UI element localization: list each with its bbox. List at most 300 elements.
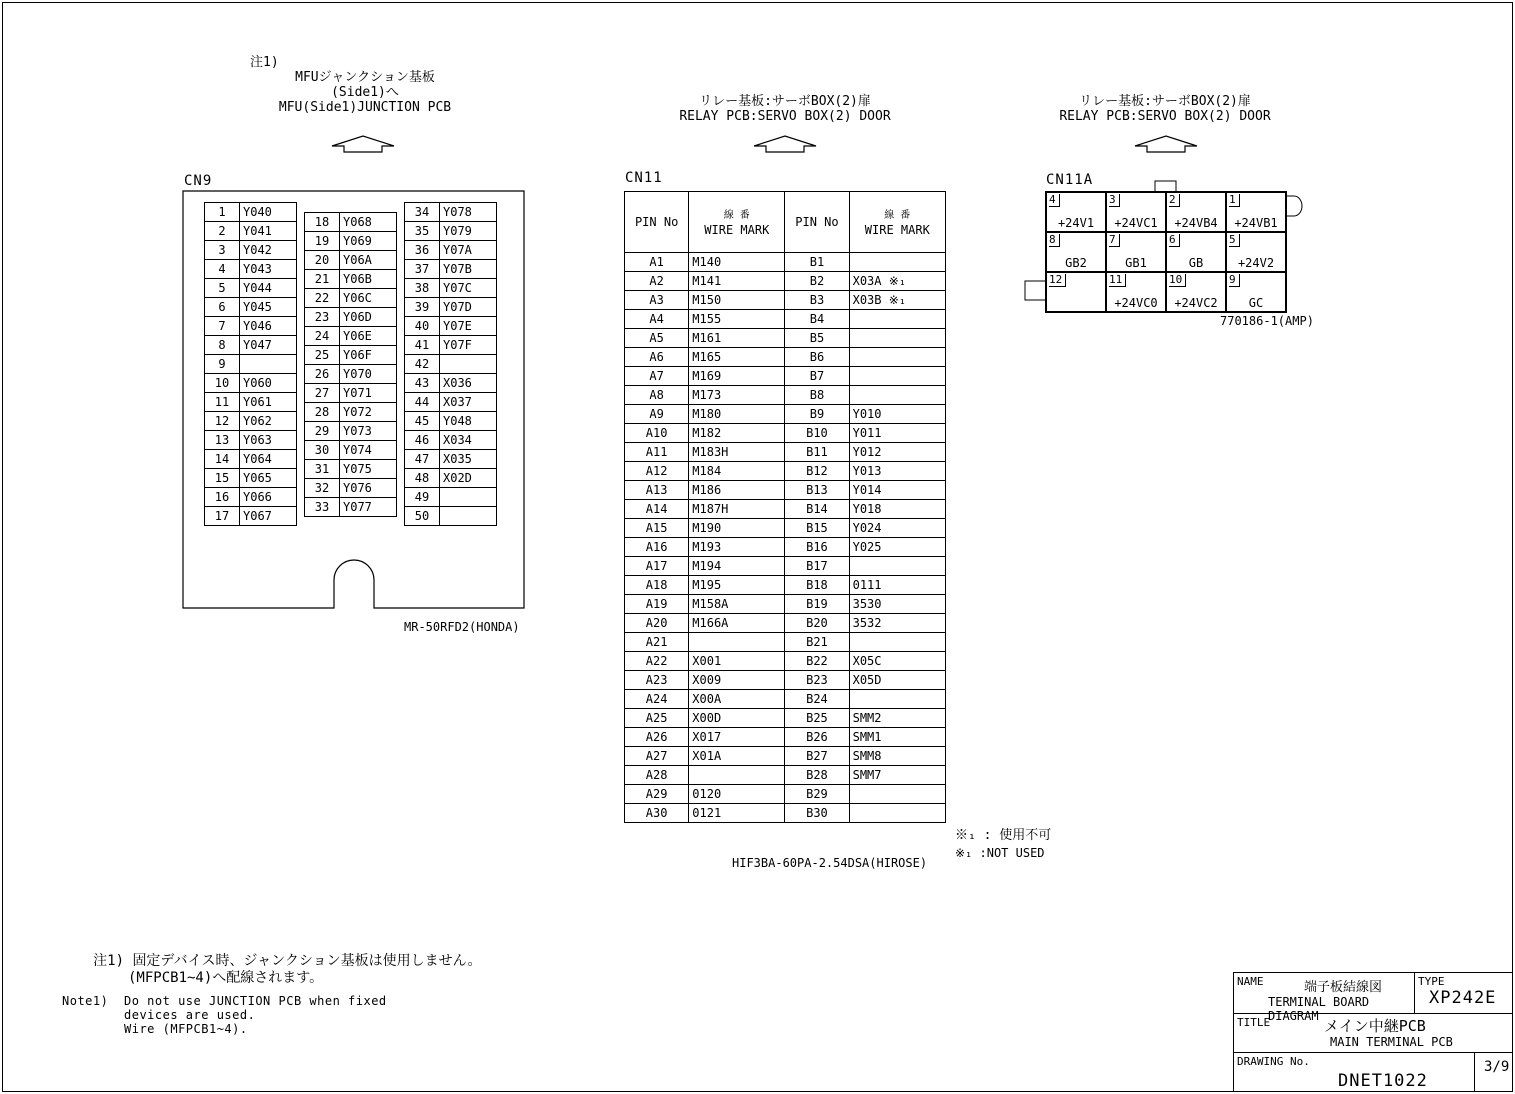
pin-number: 39 bbox=[405, 298, 440, 317]
pin-signal: +24VC2 bbox=[1174, 296, 1218, 310]
wire-a: X009 bbox=[689, 671, 785, 690]
wire-mark: Y07D bbox=[440, 298, 497, 317]
table-row bbox=[625, 253, 946, 272]
table-row bbox=[625, 576, 946, 595]
pin-a: A12 bbox=[625, 462, 689, 481]
bottom-note-en2: devices are used. bbox=[124, 1008, 256, 1022]
wire-a: M193 bbox=[689, 538, 785, 557]
pin-number: 15 bbox=[205, 469, 240, 488]
cn11a-label: CN11A bbox=[1046, 172, 1094, 188]
pin-number: 10 bbox=[1169, 274, 1186, 287]
pin-number: 21 bbox=[305, 270, 340, 289]
table-row bbox=[625, 329, 946, 348]
wire-b: X05C bbox=[849, 652, 945, 671]
pin-number: 45 bbox=[405, 412, 440, 431]
pin-signal: +24VC0 bbox=[1114, 296, 1158, 310]
wire-mark: Y043 bbox=[240, 260, 297, 279]
wire-mark: Y070 bbox=[340, 365, 397, 384]
wire-b bbox=[849, 253, 945, 272]
pin-b: B1 bbox=[785, 253, 849, 272]
pin-row bbox=[205, 374, 297, 393]
wire-mark: X034 bbox=[440, 431, 497, 450]
name-ja: 端子板結線図 bbox=[1304, 980, 1383, 995]
pin-a: A14 bbox=[625, 500, 689, 519]
table-row bbox=[625, 690, 946, 709]
pin-signal: GB1 bbox=[1125, 256, 1147, 270]
wire-b bbox=[849, 329, 945, 348]
wire-mark: Y06B bbox=[340, 270, 397, 289]
title-cell bbox=[1234, 1014, 1512, 1053]
wire-mark: Y063 bbox=[240, 431, 297, 450]
pin-row bbox=[405, 241, 497, 260]
pin-signal: +24VC1 bbox=[1114, 216, 1158, 230]
wire-mark: Y065 bbox=[240, 469, 297, 488]
table-row bbox=[625, 462, 946, 481]
pin-row bbox=[405, 317, 497, 336]
pin-a: A23 bbox=[625, 671, 689, 690]
pin-row bbox=[305, 213, 397, 232]
wire-mark: Y07E bbox=[440, 317, 497, 336]
table-row bbox=[625, 595, 946, 614]
type-cell bbox=[1415, 973, 1512, 1014]
pin-row bbox=[405, 469, 497, 488]
relay-header-1-ja: リレー基板:サーボBOX(2)扉 bbox=[699, 94, 871, 109]
pin-b: B5 bbox=[785, 329, 849, 348]
pin-signal: GB2 bbox=[1065, 256, 1087, 270]
pin-row bbox=[205, 203, 297, 222]
pin-row bbox=[405, 412, 497, 431]
wire-b: Y012 bbox=[849, 443, 945, 462]
pin-b: B8 bbox=[785, 386, 849, 405]
pin-row bbox=[305, 232, 397, 251]
pin-row bbox=[205, 393, 297, 412]
pin-number: 26 bbox=[305, 365, 340, 384]
wire-a: X00D bbox=[689, 709, 785, 728]
wire-mark: Y06F bbox=[340, 346, 397, 365]
wire-mark: Y079 bbox=[440, 222, 497, 241]
pin-number: 14 bbox=[205, 450, 240, 469]
pin-row bbox=[205, 469, 297, 488]
table-row bbox=[625, 310, 946, 329]
pin-row bbox=[305, 308, 397, 327]
pin-number: 7 bbox=[205, 317, 240, 336]
bottom-note-en bbox=[62, 994, 387, 1036]
pin-number: 2 bbox=[205, 222, 240, 241]
wire-mark: Y074 bbox=[340, 441, 397, 460]
pin-b: B10 bbox=[785, 424, 849, 443]
pin-b: B23 bbox=[785, 671, 849, 690]
pin-signal: +24V1 bbox=[1057, 216, 1095, 230]
wire-a: M194 bbox=[689, 557, 785, 576]
pin-b: B28 bbox=[785, 766, 849, 785]
pin-row bbox=[205, 317, 297, 336]
wire-header-b-ja: 線 番 bbox=[884, 209, 911, 221]
pin-b: B4 bbox=[785, 310, 849, 329]
wire-b: SMM2 bbox=[849, 709, 945, 728]
title-en: MAIN TERMINAL PCB bbox=[1330, 1035, 1453, 1049]
wire-b: 0111 bbox=[849, 576, 945, 595]
pin-row bbox=[205, 488, 297, 507]
wire-mark: Y066 bbox=[240, 488, 297, 507]
pin-row bbox=[205, 260, 297, 279]
pin-number: 29 bbox=[305, 422, 340, 441]
wire-mark: Y073 bbox=[340, 422, 397, 441]
wire-a: M186 bbox=[689, 481, 785, 500]
table-row bbox=[625, 291, 946, 310]
wire-b: SMM1 bbox=[849, 728, 945, 747]
mfu-header bbox=[250, 55, 480, 115]
wire-b bbox=[849, 785, 945, 804]
pin-row bbox=[405, 488, 497, 507]
wire-mark: Y068 bbox=[340, 213, 397, 232]
table-row bbox=[625, 804, 946, 823]
pin-b: B17 bbox=[785, 557, 849, 576]
wire-mark: Y076 bbox=[340, 479, 397, 498]
pin-row bbox=[405, 374, 497, 393]
pin-b: B27 bbox=[785, 747, 849, 766]
wire-a: M166A bbox=[689, 614, 785, 633]
pin-number: 2 bbox=[1169, 194, 1180, 207]
relay-header-1-en: RELAY PCB:SERVO BOX(2) DOOR bbox=[679, 109, 891, 124]
pin-number: 22 bbox=[305, 289, 340, 308]
pin-row bbox=[305, 384, 397, 403]
table-row bbox=[625, 386, 946, 405]
pin-number: 6 bbox=[1169, 234, 1180, 247]
drawing-label: DRAWING No. bbox=[1237, 1055, 1310, 1068]
cn11a-latch bbox=[1154, 180, 1178, 192]
wire-mark: Y078 bbox=[440, 203, 497, 222]
pin-number: 37 bbox=[405, 260, 440, 279]
pin-a: A11 bbox=[625, 443, 689, 462]
type-label: TYPE bbox=[1418, 975, 1445, 988]
pin-row bbox=[205, 412, 297, 431]
pin-number: 7 bbox=[1109, 234, 1120, 247]
wire-mark: Y045 bbox=[240, 298, 297, 317]
pin-b: B9 bbox=[785, 405, 849, 424]
type-value: XP242E bbox=[1429, 988, 1497, 1008]
wire-mark: Y06C bbox=[340, 289, 397, 308]
table-row bbox=[625, 367, 946, 386]
pin-number: 11 bbox=[1109, 274, 1126, 287]
pin-a: A25 bbox=[625, 709, 689, 728]
name-label: NAME bbox=[1237, 975, 1264, 988]
cn9-part: MR-50RFD2(HONDA) bbox=[404, 620, 520, 634]
pin-number: 50 bbox=[405, 507, 440, 526]
pin-a: A28 bbox=[625, 766, 689, 785]
pin-number: 20 bbox=[305, 251, 340, 270]
cn11a-pin bbox=[1046, 232, 1106, 272]
table-row bbox=[625, 614, 946, 633]
pin-row bbox=[405, 355, 497, 374]
table-row bbox=[625, 348, 946, 367]
pin-b: B15 bbox=[785, 519, 849, 538]
wire-a: M165 bbox=[689, 348, 785, 367]
table-row bbox=[625, 405, 946, 424]
pin-number: 9 bbox=[1229, 274, 1240, 287]
pin-number: 10 bbox=[205, 374, 240, 393]
wire-a: 0120 bbox=[689, 785, 785, 804]
wire-a bbox=[689, 766, 785, 785]
pin-header-a: PIN No bbox=[625, 192, 689, 253]
pin-row bbox=[405, 298, 497, 317]
pin-a: A8 bbox=[625, 386, 689, 405]
pin-number: 30 bbox=[305, 441, 340, 460]
pin-number: 8 bbox=[205, 336, 240, 355]
pin-row bbox=[305, 460, 397, 479]
pin-row bbox=[205, 222, 297, 241]
pin-number: 11 bbox=[205, 393, 240, 412]
title-label: TITLE bbox=[1237, 1016, 1271, 1029]
pin-number: 1 bbox=[205, 203, 240, 222]
cn11a-pin bbox=[1046, 192, 1106, 232]
pin-header-b: PIN No bbox=[785, 192, 849, 253]
footnote-ja: ※₁ : 使用不可 bbox=[955, 828, 1052, 843]
cn11-table bbox=[624, 191, 946, 823]
pin-b: B16 bbox=[785, 538, 849, 557]
pin-row bbox=[305, 327, 397, 346]
wire-b bbox=[849, 386, 945, 405]
cn9-column-3 bbox=[404, 202, 497, 526]
wire-mark: Y07B bbox=[440, 260, 497, 279]
pin-number: 47 bbox=[405, 450, 440, 469]
pin-b: B20 bbox=[785, 614, 849, 633]
pin-signal: GB bbox=[1188, 256, 1204, 270]
pin-row bbox=[405, 507, 497, 526]
pin-row bbox=[205, 279, 297, 298]
pin-a: A3 bbox=[625, 291, 689, 310]
pin-number: 17 bbox=[205, 507, 240, 526]
arrow-up-icon bbox=[752, 134, 818, 154]
wire-mark bbox=[440, 488, 497, 507]
pin-row bbox=[205, 336, 297, 355]
pin-number: 19 bbox=[305, 232, 340, 251]
pin-row bbox=[305, 403, 397, 422]
pin-a: A13 bbox=[625, 481, 689, 500]
wire-mark: Y061 bbox=[240, 393, 297, 412]
pin-a: A7 bbox=[625, 367, 689, 386]
pin-signal: GC bbox=[1248, 296, 1264, 310]
pin-b: B22 bbox=[785, 652, 849, 671]
pin-a: A2 bbox=[625, 272, 689, 291]
wire-mark: Y067 bbox=[240, 507, 297, 526]
wire-mark: Y064 bbox=[240, 450, 297, 469]
wire-b bbox=[849, 690, 945, 709]
wire-a: X017 bbox=[689, 728, 785, 747]
pin-b: B2 bbox=[785, 272, 849, 291]
pin-a: A20 bbox=[625, 614, 689, 633]
wire-b bbox=[849, 557, 945, 576]
cn11a-pin bbox=[1166, 272, 1226, 312]
cn9-column-2 bbox=[304, 212, 397, 517]
pin-row bbox=[305, 479, 397, 498]
wire-mark: Y07C bbox=[440, 279, 497, 298]
pin-row bbox=[405, 203, 497, 222]
pin-signal: +24V2 bbox=[1237, 256, 1275, 270]
pin-number: 46 bbox=[405, 431, 440, 450]
wire-a: M184 bbox=[689, 462, 785, 481]
bottom-note-ja1: 固定デバイス時、ジャンクション基板は使用しません。 bbox=[132, 953, 482, 969]
pin-row bbox=[205, 507, 297, 526]
pin-a: A17 bbox=[625, 557, 689, 576]
bottom-note-ja2: (MFPCB1~4)へ配線されます。 bbox=[128, 970, 324, 986]
pin-row bbox=[205, 450, 297, 469]
bottom-note bbox=[60, 953, 481, 987]
pin-number: 35 bbox=[405, 222, 440, 241]
wire-mark: Y077 bbox=[340, 498, 397, 517]
pin-b: B13 bbox=[785, 481, 849, 500]
table-row bbox=[625, 519, 946, 538]
wire-a: M180 bbox=[689, 405, 785, 424]
wire-mark: Y072 bbox=[340, 403, 397, 422]
pin-number: 8 bbox=[1049, 234, 1060, 247]
cn11a-part: 770186-1(AMP) bbox=[1220, 314, 1314, 328]
pin-number: 28 bbox=[305, 403, 340, 422]
wire-header-b bbox=[849, 192, 945, 253]
cn11a-pin bbox=[1106, 272, 1166, 312]
cn9-label: CN9 bbox=[184, 173, 213, 189]
wire-mark: Y042 bbox=[240, 241, 297, 260]
pin-row bbox=[405, 279, 497, 298]
wire-b: 3530 bbox=[849, 595, 945, 614]
pin-signal: +24VB4 bbox=[1174, 216, 1218, 230]
pin-b: B7 bbox=[785, 367, 849, 386]
table-row bbox=[625, 500, 946, 519]
wire-a: M161 bbox=[689, 329, 785, 348]
pin-row bbox=[305, 441, 397, 460]
bottom-note-mark-en: Note1) bbox=[62, 994, 109, 1008]
cn11a-pin bbox=[1166, 192, 1226, 232]
pin-number: 12 bbox=[205, 412, 240, 431]
wire-a: M158A bbox=[689, 595, 785, 614]
pin-row bbox=[205, 355, 297, 374]
table-row bbox=[625, 538, 946, 557]
cn11a-key bbox=[1284, 192, 1306, 220]
wire-b bbox=[849, 348, 945, 367]
title-block bbox=[1233, 972, 1512, 1091]
wire-a: 0121 bbox=[689, 804, 785, 823]
relay-header-2-ja: リレー基板:サーボBOX(2)扉 bbox=[1079, 94, 1251, 109]
wire-header-a bbox=[689, 192, 785, 253]
pin-b: B18 bbox=[785, 576, 849, 595]
table-row bbox=[625, 557, 946, 576]
wire-mark: X035 bbox=[440, 450, 497, 469]
wire-mark bbox=[440, 355, 497, 374]
wire-b bbox=[849, 367, 945, 386]
cn11a-block bbox=[1045, 191, 1287, 313]
wire-a: M187H bbox=[689, 500, 785, 519]
wire-mark: X02D bbox=[440, 469, 497, 488]
pin-row bbox=[405, 431, 497, 450]
pin-number: 25 bbox=[305, 346, 340, 365]
pin-number: 48 bbox=[405, 469, 440, 488]
wire-a bbox=[689, 633, 785, 652]
pin-row bbox=[405, 222, 497, 241]
bottom-note-en1: Do not use JUNCTION PCB when fixed bbox=[124, 994, 387, 1008]
wire-mark: X036 bbox=[440, 374, 497, 393]
pin-a: A21 bbox=[625, 633, 689, 652]
cn11a-pin bbox=[1166, 232, 1226, 272]
cn11a-pin bbox=[1226, 232, 1286, 272]
wire-b bbox=[849, 804, 945, 823]
pin-row bbox=[305, 498, 397, 517]
pin-a: A24 bbox=[625, 690, 689, 709]
wire-mark: Y06A bbox=[340, 251, 397, 270]
table-row bbox=[625, 728, 946, 747]
pin-a: A18 bbox=[625, 576, 689, 595]
wire-b: X03A ※₁ bbox=[849, 272, 945, 291]
wire-a: M195 bbox=[689, 576, 785, 595]
pin-b: B3 bbox=[785, 291, 849, 310]
pin-a: A6 bbox=[625, 348, 689, 367]
wire-mark: Y040 bbox=[240, 203, 297, 222]
wire-b: Y011 bbox=[849, 424, 945, 443]
wire-a: M141 bbox=[689, 272, 785, 291]
pin-a: A26 bbox=[625, 728, 689, 747]
wire-mark: Y048 bbox=[440, 412, 497, 431]
pin-b: B19 bbox=[785, 595, 849, 614]
mfu-header-ja: MFUジャンクション基板 bbox=[295, 70, 435, 85]
wire-mark: Y06E bbox=[340, 327, 397, 346]
pin-b: B30 bbox=[785, 804, 849, 823]
wire-b: Y014 bbox=[849, 481, 945, 500]
wire-header-a-en: WIRE MARK bbox=[704, 222, 770, 237]
table-row bbox=[625, 671, 946, 690]
pin-number: 3 bbox=[1109, 194, 1120, 207]
wire-mark: Y046 bbox=[240, 317, 297, 336]
wire-a: M173 bbox=[689, 386, 785, 405]
wire-a: X01A bbox=[689, 747, 785, 766]
pin-b: B14 bbox=[785, 500, 849, 519]
pin-number: 43 bbox=[405, 374, 440, 393]
pin-number: 32 bbox=[305, 479, 340, 498]
wire-b: Y010 bbox=[849, 405, 945, 424]
drawing-no: DNET1022 bbox=[1338, 1071, 1428, 1091]
pin-row bbox=[405, 336, 497, 355]
wire-b: Y024 bbox=[849, 519, 945, 538]
pin-a: A16 bbox=[625, 538, 689, 557]
pin-number: 33 bbox=[305, 498, 340, 517]
pin-a: A4 bbox=[625, 310, 689, 329]
pin-b: B29 bbox=[785, 785, 849, 804]
bottom-note-en3: Wire (MFPCB1~4). bbox=[124, 1022, 248, 1036]
table-row bbox=[625, 424, 946, 443]
wire-a: M182 bbox=[689, 424, 785, 443]
wire-a: M140 bbox=[689, 253, 785, 272]
pin-b: B12 bbox=[785, 462, 849, 481]
pin-number: 34 bbox=[405, 203, 440, 222]
wire-a: M155 bbox=[689, 310, 785, 329]
pin-b: B21 bbox=[785, 633, 849, 652]
pin-number: 6 bbox=[205, 298, 240, 317]
pin-row bbox=[205, 241, 297, 260]
pin-row bbox=[305, 251, 397, 270]
wire-a: X00A bbox=[689, 690, 785, 709]
wire-mark: Y060 bbox=[240, 374, 297, 393]
pin-row bbox=[205, 298, 297, 317]
wire-b bbox=[849, 633, 945, 652]
pin-number: 49 bbox=[405, 488, 440, 507]
pin-a: A22 bbox=[625, 652, 689, 671]
pin-number: 5 bbox=[205, 279, 240, 298]
relay-header-1 bbox=[660, 94, 910, 124]
pin-number: 24 bbox=[305, 327, 340, 346]
pin-row bbox=[305, 289, 397, 308]
wire-mark: Y075 bbox=[340, 460, 397, 479]
wire-header-a-ja: 線 番 bbox=[723, 209, 750, 221]
pin-number: 42 bbox=[405, 355, 440, 374]
pin-row bbox=[205, 431, 297, 450]
pin-row bbox=[305, 365, 397, 384]
